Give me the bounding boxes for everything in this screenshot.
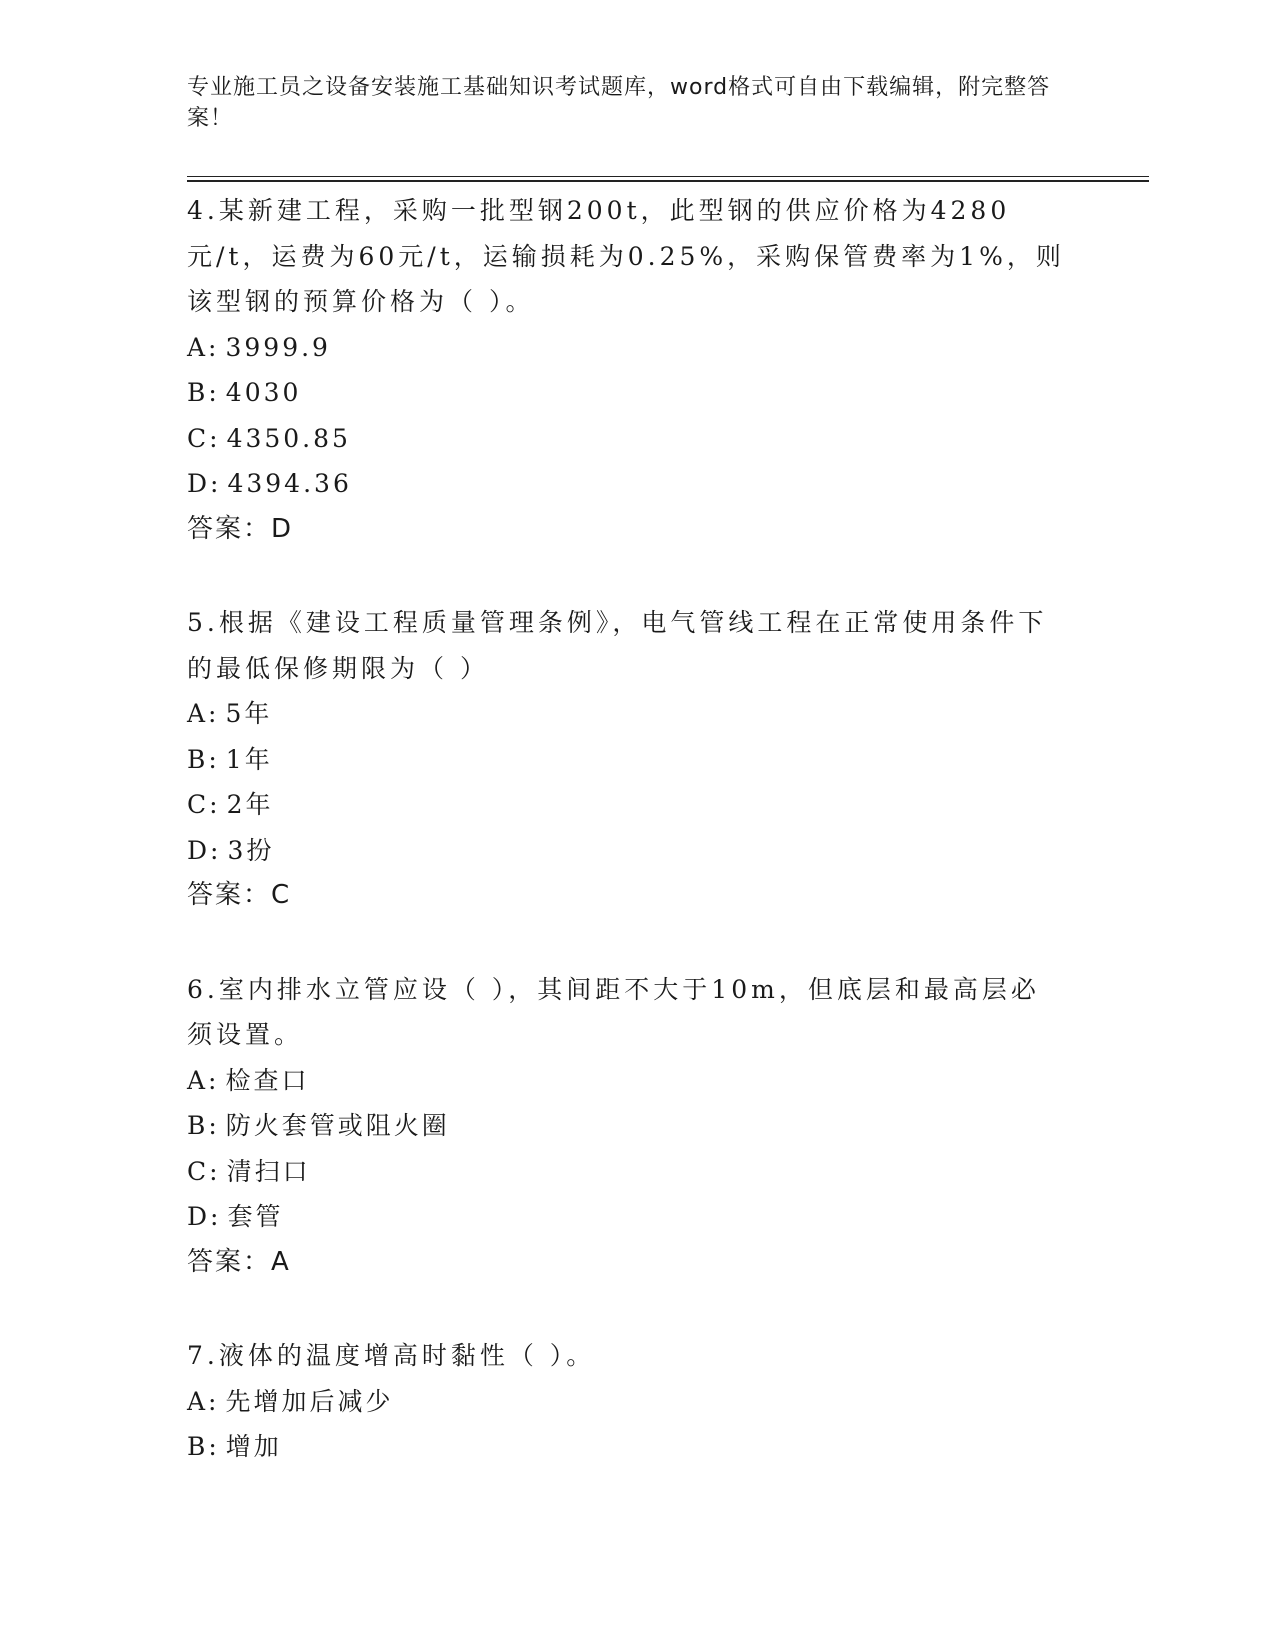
option-b — [187, 737, 1067, 783]
question-7 — [187, 1333, 1067, 1470]
option-a — [187, 325, 1067, 371]
question-5 — [187, 600, 1067, 919]
option-d — [187, 1194, 1067, 1240]
option-letter: A: — [187, 332, 220, 362]
option-a — [187, 1379, 1067, 1425]
question-list — [187, 188, 1067, 1518]
option-letter: D: — [187, 469, 222, 498]
answer-label: 答案：A — [187, 1246, 291, 1277]
option-letter: A: — [187, 1065, 220, 1095]
option-text: 先增加后减少 — [225, 1386, 394, 1416]
option-text: 防火套管或阻火圈 — [225, 1111, 450, 1140]
option-text: 3999.9 — [225, 332, 331, 362]
option-letter: D: — [187, 835, 222, 865]
option-text: 增加 — [225, 1432, 282, 1461]
option-b — [187, 1424, 1067, 1470]
option-c — [187, 1149, 1067, 1195]
option-text: 4030 — [225, 378, 302, 407]
option-letter: A: — [187, 1386, 220, 1416]
option-letter: D: — [187, 1202, 222, 1231]
option-c — [187, 782, 1067, 828]
option-d — [187, 461, 1067, 507]
option-text: 检查口 — [225, 1065, 310, 1095]
option-text: 清扫口 — [226, 1156, 311, 1186]
option-text: 4394.36 — [227, 469, 352, 498]
question-4 — [187, 188, 1067, 552]
option-letter: B: — [187, 744, 220, 774]
question-6 — [187, 967, 1067, 1286]
option-text: 3扮 — [227, 835, 275, 865]
option-text: 1年 — [225, 744, 273, 774]
header-divider-thick — [187, 180, 1149, 182]
header-divider-thin — [187, 176, 1149, 177]
option-letter: B: — [187, 1111, 220, 1140]
option-text: 5年 — [225, 699, 273, 728]
question-stem: 4.某新建工程，采购一批型钢200t，此型钢的供应价格为4280元/t，运费为60元/t，运输损耗为0.25%，采购保管费率为1%，则该型钢的预算价格为（ ）。 — [187, 196, 1065, 316]
option-letter: B: — [187, 378, 220, 407]
option-c — [187, 416, 1067, 462]
option-letter: C: — [187, 423, 221, 453]
option-letter: A: — [187, 699, 220, 728]
option-a — [187, 691, 1067, 737]
question-stem: 6.室内排水立管应设（ ），其间距不大于10m，但底层和最高层必须设置。 — [187, 974, 1040, 1049]
option-text: 4350.85 — [226, 423, 351, 453]
option-b — [187, 370, 1067, 416]
option-a — [187, 1058, 1067, 1104]
option-d — [187, 828, 1067, 874]
option-text: 套管 — [227, 1202, 284, 1231]
answer-label: 答案：D — [187, 513, 294, 544]
option-letter: C: — [187, 1156, 221, 1186]
question-stem: 7.液体的温度增高时黏性（ ）。 — [187, 1341, 596, 1370]
option-text: 2年 — [226, 790, 274, 819]
document-header: 专业施工员之设备安装施工基础知识考试题库，word格式可自由下载编辑，附完整答案！ — [187, 75, 1051, 131]
option-b — [187, 1103, 1067, 1149]
option-letter: B: — [187, 1432, 220, 1461]
option-letter: C: — [187, 790, 221, 819]
answer-label: 答案：C — [187, 880, 292, 910]
question-stem: 5.根据《建设工程质量管理条例》，电气管线工程在正常使用条件下的最低保修期限为（ ） — [187, 608, 1048, 683]
